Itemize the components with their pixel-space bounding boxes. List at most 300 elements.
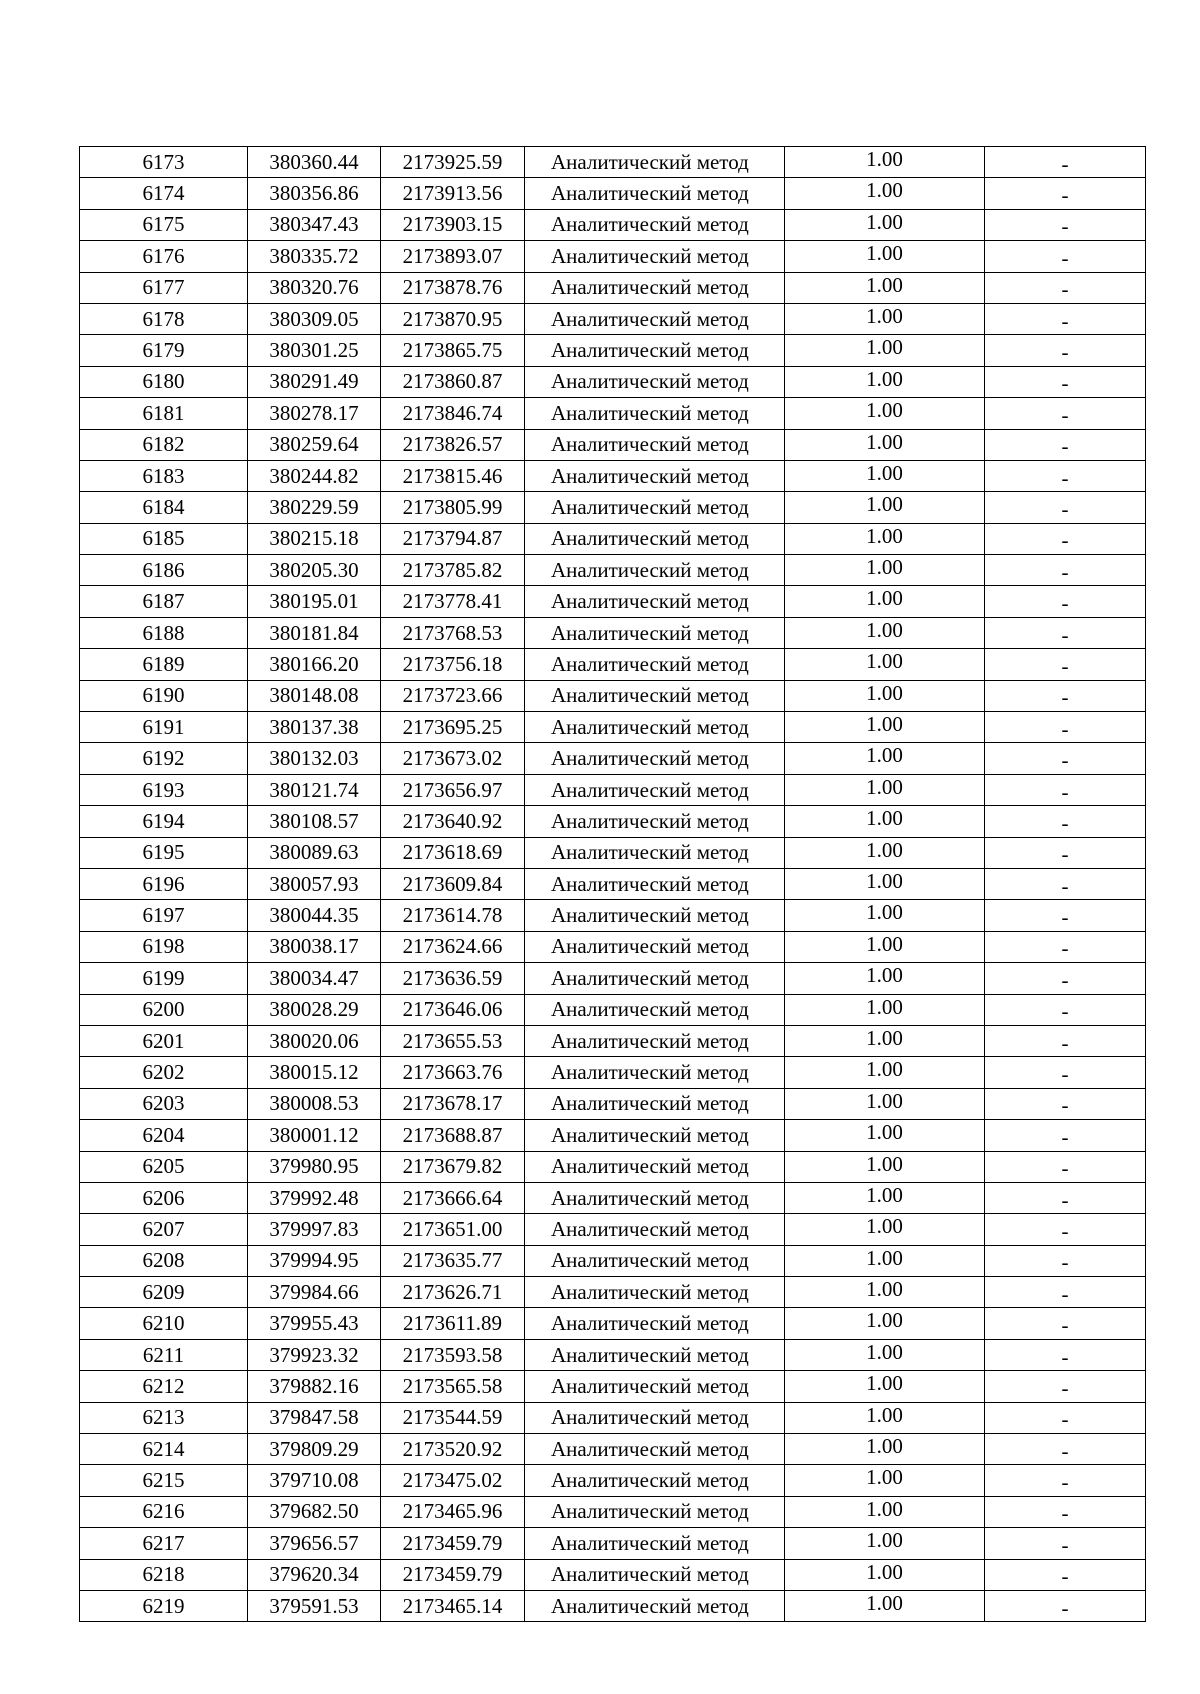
x-coordinate-cell: 380108.57 <box>248 806 381 837</box>
method-cell: Аналитический метод <box>525 1120 785 1151</box>
note-cell: - <box>985 335 1146 366</box>
accuracy-cell: 1.00 <box>785 806 985 837</box>
note-cell: - <box>985 1025 1146 1056</box>
y-coordinate-cell: 2173768.53 <box>381 617 525 648</box>
point-number-cell: 6209 <box>80 1277 248 1308</box>
point-number-cell: 6198 <box>80 931 248 962</box>
method-cell: Аналитический метод <box>525 366 785 397</box>
method-cell: Аналитический метод <box>525 712 785 743</box>
y-coordinate-cell: 2173695.25 <box>381 712 525 743</box>
accuracy-cell: 1.00 <box>785 1339 985 1370</box>
table-row <box>80 209 1146 240</box>
y-coordinate-cell: 2173679.82 <box>381 1151 525 1182</box>
accuracy-cell: 1.00 <box>785 1214 985 1245</box>
x-coordinate-cell: 380181.84 <box>248 617 381 648</box>
y-coordinate-cell: 2173459.79 <box>381 1559 525 1590</box>
y-coordinate-cell: 2173666.64 <box>381 1182 525 1213</box>
x-coordinate-cell: 380001.12 <box>248 1120 381 1151</box>
y-coordinate-cell: 2173846.74 <box>381 398 525 429</box>
table-row <box>80 335 1146 366</box>
accuracy-cell: 1.00 <box>785 1465 985 1496</box>
table-row <box>80 931 1146 962</box>
x-coordinate-cell: 380148.08 <box>248 680 381 711</box>
accuracy-cell: 1.00 <box>785 335 985 366</box>
point-number-cell: 6183 <box>80 460 248 491</box>
y-coordinate-cell: 2173614.78 <box>381 900 525 931</box>
note-cell: - <box>985 1120 1146 1151</box>
accuracy-cell: 1.00 <box>785 1434 985 1465</box>
table-row <box>80 774 1146 805</box>
x-coordinate-cell: 380038.17 <box>248 931 381 962</box>
x-coordinate-cell: 379980.95 <box>248 1151 381 1182</box>
note-cell: - <box>985 1559 1146 1590</box>
point-number-cell: 6175 <box>80 209 248 240</box>
y-coordinate-cell: 2173778.41 <box>381 586 525 617</box>
point-number-cell: 6204 <box>80 1120 248 1151</box>
point-number-cell: 6215 <box>80 1465 248 1496</box>
method-cell: Аналитический метод <box>525 429 785 460</box>
point-number-cell: 6196 <box>80 868 248 899</box>
note-cell: - <box>985 209 1146 240</box>
method-cell: Аналитический метод <box>525 1434 785 1465</box>
table-row <box>80 649 1146 680</box>
note-cell: - <box>985 1057 1146 1088</box>
x-coordinate-cell: 379955.43 <box>248 1308 381 1339</box>
table-row <box>80 1528 1146 1559</box>
x-coordinate-cell: 380215.18 <box>248 523 381 554</box>
method-cell: Аналитический метод <box>525 994 785 1025</box>
x-coordinate-cell: 380057.93 <box>248 868 381 899</box>
method-cell: Аналитический метод <box>525 147 785 178</box>
x-coordinate-cell: 380132.03 <box>248 743 381 774</box>
note-cell: - <box>985 1402 1146 1433</box>
accuracy-cell: 1.00 <box>785 712 985 743</box>
point-number-cell: 6217 <box>80 1528 248 1559</box>
y-coordinate-cell: 2173893.07 <box>381 241 525 272</box>
method-cell: Аналитический метод <box>525 492 785 523</box>
x-coordinate-cell: 379984.66 <box>248 1277 381 1308</box>
x-coordinate-cell: 379994.95 <box>248 1245 381 1276</box>
note-cell: - <box>985 460 1146 491</box>
y-coordinate-cell: 2173805.99 <box>381 492 525 523</box>
note-cell: - <box>985 1088 1146 1119</box>
point-number-cell: 6173 <box>80 147 248 178</box>
table-row <box>80 1214 1146 1245</box>
x-coordinate-cell: 379997.83 <box>248 1214 381 1245</box>
x-coordinate-cell: 379992.48 <box>248 1182 381 1213</box>
y-coordinate-cell: 2173723.66 <box>381 680 525 711</box>
table-row <box>80 1182 1146 1213</box>
y-coordinate-cell: 2173663.76 <box>381 1057 525 1088</box>
point-number-cell: 6211 <box>80 1339 248 1370</box>
note-cell: - <box>985 712 1146 743</box>
table-row <box>80 1308 1146 1339</box>
note-cell: - <box>985 429 1146 460</box>
accuracy-cell: 1.00 <box>785 1245 985 1276</box>
note-cell: - <box>985 963 1146 994</box>
x-coordinate-cell: 379809.29 <box>248 1434 381 1465</box>
table-row <box>80 994 1146 1025</box>
y-coordinate-cell: 2173865.75 <box>381 335 525 366</box>
note-cell: - <box>985 586 1146 617</box>
note-cell: - <box>985 147 1146 178</box>
method-cell: Аналитический метод <box>525 868 785 899</box>
note-cell: - <box>985 523 1146 554</box>
method-cell: Аналитический метод <box>525 649 785 680</box>
x-coordinate-cell: 379710.08 <box>248 1465 381 1496</box>
point-number-cell: 6186 <box>80 555 248 586</box>
point-number-cell: 6180 <box>80 366 248 397</box>
y-coordinate-cell: 2173913.56 <box>381 178 525 209</box>
table-row <box>80 492 1146 523</box>
method-cell: Аналитический метод <box>525 1590 785 1621</box>
table-row <box>80 586 1146 617</box>
method-cell: Аналитический метод <box>525 1088 785 1119</box>
accuracy-cell: 1.00 <box>785 994 985 1025</box>
point-number-cell: 6192 <box>80 743 248 774</box>
table-row <box>80 806 1146 837</box>
x-coordinate-cell: 380278.17 <box>248 398 381 429</box>
accuracy-cell: 1.00 <box>785 460 985 491</box>
x-coordinate-cell: 379656.57 <box>248 1528 381 1559</box>
note-cell: - <box>985 743 1146 774</box>
point-number-cell: 6182 <box>80 429 248 460</box>
table-row <box>80 868 1146 899</box>
note-cell: - <box>985 994 1146 1025</box>
table-row <box>80 1402 1146 1433</box>
x-coordinate-cell: 379847.58 <box>248 1402 381 1433</box>
y-coordinate-cell: 2173459.79 <box>381 1528 525 1559</box>
point-number-cell: 6218 <box>80 1559 248 1590</box>
accuracy-cell: 1.00 <box>785 1025 985 1056</box>
note-cell: - <box>985 241 1146 272</box>
y-coordinate-cell: 2173646.06 <box>381 994 525 1025</box>
x-coordinate-cell: 380309.05 <box>248 303 381 334</box>
x-coordinate-cell: 380044.35 <box>248 900 381 931</box>
y-coordinate-cell: 2173756.18 <box>381 649 525 680</box>
x-coordinate-cell: 380291.49 <box>248 366 381 397</box>
accuracy-cell: 1.00 <box>785 774 985 805</box>
y-coordinate-cell: 2173609.84 <box>381 868 525 899</box>
accuracy-cell: 1.00 <box>785 303 985 334</box>
accuracy-cell: 1.00 <box>785 617 985 648</box>
x-coordinate-cell: 380028.29 <box>248 994 381 1025</box>
table-row <box>80 1559 1146 1590</box>
method-cell: Аналитический метод <box>525 900 785 931</box>
accuracy-cell: 1.00 <box>785 1277 985 1308</box>
table-row <box>80 1339 1146 1370</box>
accuracy-cell: 1.00 <box>785 1120 985 1151</box>
accuracy-cell: 1.00 <box>785 209 985 240</box>
point-number-cell: 6174 <box>80 178 248 209</box>
table-row <box>80 1025 1146 1056</box>
point-number-cell: 6193 <box>80 774 248 805</box>
accuracy-cell: 1.00 <box>785 1590 985 1621</box>
point-number-cell: 6210 <box>80 1308 248 1339</box>
accuracy-cell: 1.00 <box>785 586 985 617</box>
point-number-cell: 6189 <box>80 649 248 680</box>
point-number-cell: 6185 <box>80 523 248 554</box>
note-cell: - <box>985 931 1146 962</box>
note-cell: - <box>985 1277 1146 1308</box>
note-cell: - <box>985 1339 1146 1370</box>
accuracy-cell: 1.00 <box>785 1528 985 1559</box>
y-coordinate-cell: 2173635.77 <box>381 1245 525 1276</box>
point-number-cell: 6208 <box>80 1245 248 1276</box>
x-coordinate-cell: 380020.06 <box>248 1025 381 1056</box>
method-cell: Аналитический метод <box>525 1559 785 1590</box>
method-cell: Аналитический метод <box>525 1182 785 1213</box>
point-number-cell: 6219 <box>80 1590 248 1621</box>
accuracy-cell: 1.00 <box>785 366 985 397</box>
method-cell: Аналитический метод <box>525 1214 785 1245</box>
y-coordinate-cell: 2173870.95 <box>381 303 525 334</box>
point-number-cell: 6187 <box>80 586 248 617</box>
accuracy-cell: 1.00 <box>785 147 985 178</box>
point-number-cell: 6179 <box>80 335 248 366</box>
note-cell: - <box>985 617 1146 648</box>
y-coordinate-cell: 2173860.87 <box>381 366 525 397</box>
point-number-cell: 6177 <box>80 272 248 303</box>
accuracy-cell: 1.00 <box>785 492 985 523</box>
point-number-cell: 6202 <box>80 1057 248 1088</box>
note-cell: - <box>985 900 1146 931</box>
method-cell: Аналитический метод <box>525 837 785 868</box>
accuracy-cell: 1.00 <box>785 555 985 586</box>
y-coordinate-cell: 2173465.96 <box>381 1496 525 1527</box>
accuracy-cell: 1.00 <box>785 963 985 994</box>
point-number-cell: 6199 <box>80 963 248 994</box>
note-cell: - <box>985 1465 1146 1496</box>
method-cell: Аналитический метод <box>525 398 785 429</box>
method-cell: Аналитический метод <box>525 1402 785 1433</box>
y-coordinate-cell: 2173544.59 <box>381 1402 525 1433</box>
point-number-cell: 6216 <box>80 1496 248 1527</box>
method-cell: Аналитический метод <box>525 1528 785 1559</box>
point-number-cell: 6213 <box>80 1402 248 1433</box>
y-coordinate-cell: 2173475.02 <box>381 1465 525 1496</box>
method-cell: Аналитический метод <box>525 743 785 774</box>
method-cell: Аналитический метод <box>525 523 785 554</box>
method-cell: Аналитический метод <box>525 272 785 303</box>
accuracy-cell: 1.00 <box>785 523 985 554</box>
y-coordinate-cell: 2173794.87 <box>381 523 525 554</box>
method-cell: Аналитический метод <box>525 335 785 366</box>
point-number-cell: 6201 <box>80 1025 248 1056</box>
y-coordinate-cell: 2173785.82 <box>381 555 525 586</box>
x-coordinate-cell: 380121.74 <box>248 774 381 805</box>
table-row <box>80 1496 1146 1527</box>
note-cell: - <box>985 649 1146 680</box>
x-coordinate-cell: 380335.72 <box>248 241 381 272</box>
table-row <box>80 178 1146 209</box>
table-row <box>80 1151 1146 1182</box>
note-cell: - <box>985 1496 1146 1527</box>
accuracy-cell: 1.00 <box>785 1496 985 1527</box>
y-coordinate-cell: 2173636.59 <box>381 963 525 994</box>
x-coordinate-cell: 380015.12 <box>248 1057 381 1088</box>
table-row <box>80 617 1146 648</box>
table-row <box>80 1590 1146 1621</box>
method-cell: Аналитический метод <box>525 1371 785 1402</box>
accuracy-cell: 1.00 <box>785 868 985 899</box>
accuracy-cell: 1.00 <box>785 1088 985 1119</box>
x-coordinate-cell: 380166.20 <box>248 649 381 680</box>
method-cell: Аналитический метод <box>525 1057 785 1088</box>
method-cell: Аналитический метод <box>525 1496 785 1527</box>
table-row <box>80 1120 1146 1151</box>
x-coordinate-cell: 380320.76 <box>248 272 381 303</box>
point-number-cell: 6200 <box>80 994 248 1025</box>
method-cell: Аналитический метод <box>525 1151 785 1182</box>
y-coordinate-cell: 2173626.71 <box>381 1277 525 1308</box>
note-cell: - <box>985 868 1146 899</box>
point-number-cell: 6195 <box>80 837 248 868</box>
x-coordinate-cell: 380301.25 <box>248 335 381 366</box>
note-cell: - <box>985 806 1146 837</box>
table-row <box>80 1277 1146 1308</box>
y-coordinate-cell: 2173815.46 <box>381 460 525 491</box>
note-cell: - <box>985 1245 1146 1276</box>
method-cell: Аналитический метод <box>525 1245 785 1276</box>
point-number-cell: 6212 <box>80 1371 248 1402</box>
table-row <box>80 1088 1146 1119</box>
table-row <box>80 460 1146 491</box>
accuracy-cell: 1.00 <box>785 429 985 460</box>
x-coordinate-cell: 380356.86 <box>248 178 381 209</box>
table-row <box>80 429 1146 460</box>
table-row <box>80 712 1146 743</box>
table-body <box>80 147 1146 1622</box>
y-coordinate-cell: 2173465.14 <box>381 1590 525 1621</box>
y-coordinate-cell: 2173565.58 <box>381 1371 525 1402</box>
note-cell: - <box>985 1590 1146 1621</box>
point-number-cell: 6203 <box>80 1088 248 1119</box>
note-cell: - <box>985 1434 1146 1465</box>
table-row <box>80 837 1146 868</box>
accuracy-cell: 1.00 <box>785 1559 985 1590</box>
table-row <box>80 1057 1146 1088</box>
table-row <box>80 963 1146 994</box>
accuracy-cell: 1.00 <box>785 1182 985 1213</box>
note-cell: - <box>985 1182 1146 1213</box>
x-coordinate-cell: 380229.59 <box>248 492 381 523</box>
x-coordinate-cell: 380034.47 <box>248 963 381 994</box>
table-row <box>80 1371 1146 1402</box>
point-number-cell: 6176 <box>80 241 248 272</box>
accuracy-cell: 1.00 <box>785 837 985 868</box>
point-number-cell: 6205 <box>80 1151 248 1182</box>
x-coordinate-cell: 380008.53 <box>248 1088 381 1119</box>
accuracy-cell: 1.00 <box>785 900 985 931</box>
method-cell: Аналитический метод <box>525 1277 785 1308</box>
table-row <box>80 1245 1146 1276</box>
point-number-cell: 6188 <box>80 617 248 648</box>
method-cell: Аналитический метод <box>525 460 785 491</box>
note-cell: - <box>985 1214 1146 1245</box>
accuracy-cell: 1.00 <box>785 680 985 711</box>
y-coordinate-cell: 2173903.15 <box>381 209 525 240</box>
note-cell: - <box>985 1528 1146 1559</box>
x-coordinate-cell: 380360.44 <box>248 147 381 178</box>
x-coordinate-cell: 379620.34 <box>248 1559 381 1590</box>
y-coordinate-cell: 2173520.92 <box>381 1434 525 1465</box>
point-number-cell: 6206 <box>80 1182 248 1213</box>
y-coordinate-cell: 2173656.97 <box>381 774 525 805</box>
y-coordinate-cell: 2173655.53 <box>381 1025 525 1056</box>
y-coordinate-cell: 2173624.66 <box>381 931 525 962</box>
method-cell: Аналитический метод <box>525 303 785 334</box>
table-row <box>80 680 1146 711</box>
note-cell: - <box>985 680 1146 711</box>
method-cell: Аналитический метод <box>525 774 785 805</box>
x-coordinate-cell: 379682.50 <box>248 1496 381 1527</box>
note-cell: - <box>985 398 1146 429</box>
x-coordinate-cell: 380137.38 <box>248 712 381 743</box>
table-row <box>80 1434 1146 1465</box>
method-cell: Аналитический метод <box>525 1465 785 1496</box>
note-cell: - <box>985 492 1146 523</box>
note-cell: - <box>985 555 1146 586</box>
y-coordinate-cell: 2173618.69 <box>381 837 525 868</box>
method-cell: Аналитический метод <box>525 680 785 711</box>
point-number-cell: 6214 <box>80 1434 248 1465</box>
accuracy-cell: 1.00 <box>785 931 985 962</box>
table-row <box>80 900 1146 931</box>
point-number-cell: 6197 <box>80 900 248 931</box>
accuracy-cell: 1.00 <box>785 272 985 303</box>
accuracy-cell: 1.00 <box>785 241 985 272</box>
method-cell: Аналитический метод <box>525 1308 785 1339</box>
y-coordinate-cell: 2173593.58 <box>381 1339 525 1370</box>
accuracy-cell: 1.00 <box>785 649 985 680</box>
point-number-cell: 6191 <box>80 712 248 743</box>
table-row <box>80 272 1146 303</box>
note-cell: - <box>985 178 1146 209</box>
table-row <box>80 523 1146 554</box>
accuracy-cell: 1.00 <box>785 743 985 774</box>
y-coordinate-cell: 2173925.59 <box>381 147 525 178</box>
x-coordinate-cell: 380244.82 <box>248 460 381 491</box>
method-cell: Аналитический метод <box>525 806 785 837</box>
point-number-cell: 6181 <box>80 398 248 429</box>
note-cell: - <box>985 303 1146 334</box>
note-cell: - <box>985 366 1146 397</box>
note-cell: - <box>985 1308 1146 1339</box>
note-cell: - <box>985 774 1146 805</box>
x-coordinate-cell: 380347.43 <box>248 209 381 240</box>
note-cell: - <box>985 837 1146 868</box>
x-coordinate-cell: 380205.30 <box>248 555 381 586</box>
note-cell: - <box>985 1371 1146 1402</box>
method-cell: Аналитический метод <box>525 617 785 648</box>
method-cell: Аналитический метод <box>525 963 785 994</box>
point-number-cell: 6184 <box>80 492 248 523</box>
x-coordinate-cell: 380089.63 <box>248 837 381 868</box>
method-cell: Аналитический метод <box>525 178 785 209</box>
x-coordinate-cell: 379591.53 <box>248 1590 381 1621</box>
table-row <box>80 147 1146 178</box>
method-cell: Аналитический метод <box>525 241 785 272</box>
method-cell: Аналитический метод <box>525 209 785 240</box>
y-coordinate-cell: 2173640.92 <box>381 806 525 837</box>
table-row <box>80 398 1146 429</box>
point-number-cell: 6194 <box>80 806 248 837</box>
table-row <box>80 743 1146 774</box>
method-cell: Аналитический метод <box>525 1339 785 1370</box>
y-coordinate-cell: 2173611.89 <box>381 1308 525 1339</box>
accuracy-cell: 1.00 <box>785 1402 985 1433</box>
